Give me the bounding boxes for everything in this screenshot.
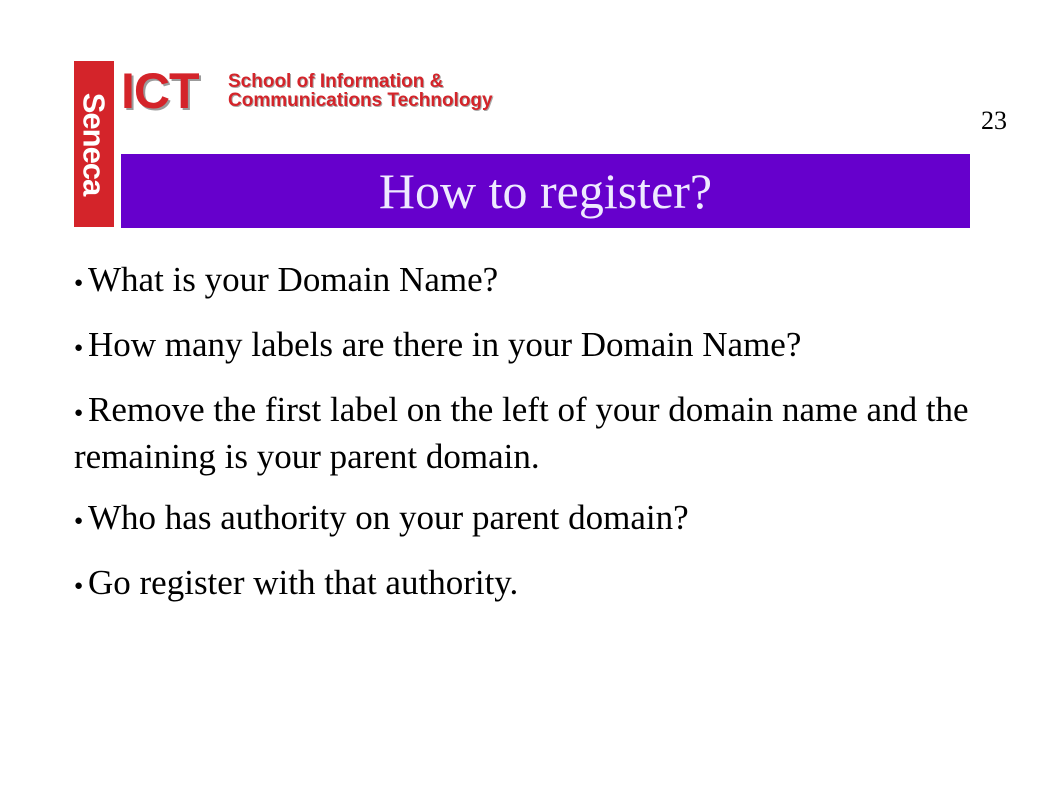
ict-logo-line2: Communications Technology <box>228 90 493 111</box>
bullet-item <box>74 323 974 370</box>
bullet-icon: ● <box>74 340 84 356</box>
bullet-text: Go register with that authority. <box>88 563 519 602</box>
ict-logo-mark: ICT <box>121 63 199 119</box>
title-bar <box>121 154 970 228</box>
seneca-logo <box>74 61 114 227</box>
bullet-icon: ● <box>74 578 84 594</box>
bullet-item <box>74 388 974 478</box>
bullet-icon: ● <box>74 405 84 421</box>
bullet-list <box>74 258 974 626</box>
bullet-icon: ● <box>74 513 84 529</box>
seneca-logo-text: Seneca <box>76 92 112 196</box>
bullet-item <box>74 258 974 305</box>
bullet-item <box>74 561 974 608</box>
slide-number: 23 <box>981 106 1007 135</box>
bullet-item <box>74 496 974 543</box>
bullet-text: Remove the first label on the left of your domain name and the remaining is your parent domain. <box>74 390 969 476</box>
bullet-text: What is your Domain Name? <box>88 260 499 299</box>
slide-title: How to register? <box>378 163 713 219</box>
bullet-text: Who has authority on your parent domain? <box>88 498 689 537</box>
bullet-text: How many labels are there in your Domain Name? <box>88 325 802 364</box>
bullet-icon: ● <box>74 275 84 291</box>
ict-logo-line1: School of Information & <box>228 71 444 92</box>
